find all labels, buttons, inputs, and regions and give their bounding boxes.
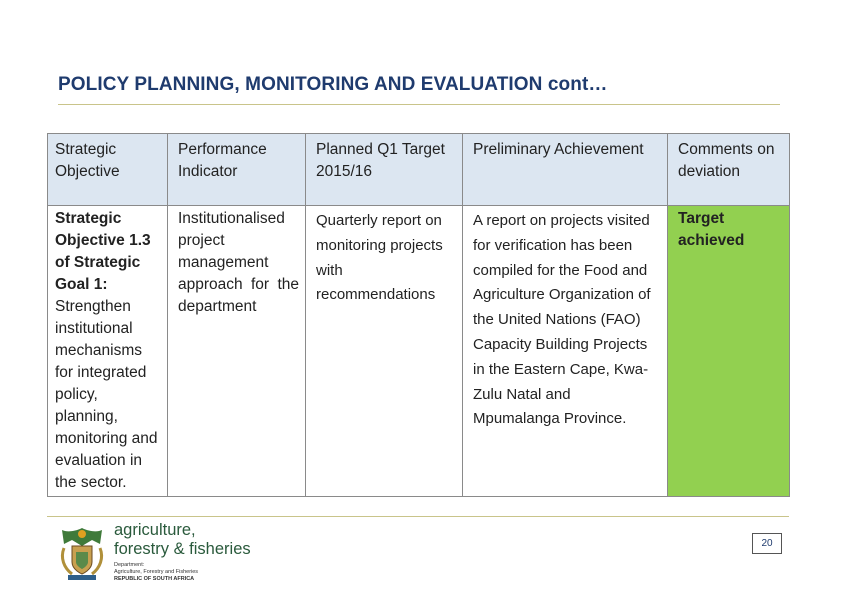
page-title: POLICY PLANNING, MONITORING AND EVALUATION cont… <box>58 74 608 95</box>
logo-text-agriculture: agriculture, <box>114 521 196 539</box>
table-header-row <box>48 134 790 206</box>
cell-planned-target: Quarterly report on monitoring projects with recommendations <box>306 206 463 497</box>
department-logo <box>54 520 324 586</box>
cell-preliminary-achievement: A report on projects visited for verification has been compiled for the Food and Agriculture Organization of the United Nations (FAO) Capacity Building Projects in the Eastern Cape, Kwa-Zulu Natal and Mpumalanga Province. <box>463 206 668 497</box>
logo-small-dept-name: Agriculture, Forestry and Fisheries <box>114 569 199 575</box>
coat-of-arms-icon <box>56 524 108 582</box>
logo-small-department: Department: <box>114 562 145 568</box>
header-strategic-objective: Strategic Objective <box>48 134 168 206</box>
title-divider <box>58 104 780 105</box>
monitoring-table <box>47 133 790 497</box>
objective-title: Strategic Objective 1.3 of Strategic Goal 1: <box>55 210 151 293</box>
logo-small-country: REPUBLIC OF SOUTH AFRICA <box>114 576 195 582</box>
cell-strategic-objective <box>48 206 168 497</box>
table-row <box>48 206 790 497</box>
cell-comment-target-achieved: Target achieved <box>668 206 790 497</box>
header-planned-target: Planned Q1 Target 2015/16 <box>306 134 463 206</box>
cell-performance-indicator: Institutionalised project management approach for the department <box>168 206 306 497</box>
page-number: 20 <box>752 533 782 554</box>
footer-divider <box>47 516 789 517</box>
logo-text-forestry-fisheries: forestry & fisheries <box>114 540 251 558</box>
header-performance-indicator: Performance Indicator <box>168 134 306 206</box>
objective-description: Strengthen institutional mechanisms for integrated policy, planning, monitoring and evaluation in the sector. <box>55 298 158 491</box>
header-preliminary-achievement: Preliminary Achievement <box>463 134 668 206</box>
header-comments-on-deviation: Comments on deviation <box>668 134 790 206</box>
